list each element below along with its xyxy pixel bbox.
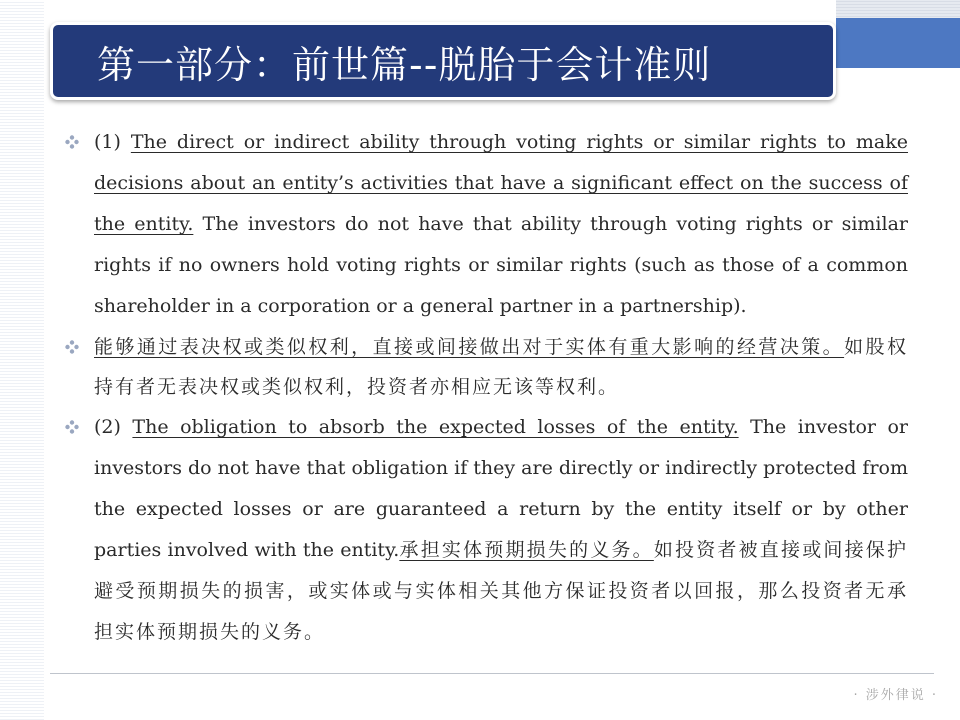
diamond-dots-icon <box>60 122 84 162</box>
footer-brand: · 涉外律说 · <box>853 688 938 703</box>
list-item <box>56 407 908 653</box>
item-paragraph-zh-1 <box>94 327 908 407</box>
list-item <box>56 122 908 327</box>
title-banner <box>50 22 836 100</box>
diamond-dots-icon <box>60 327 84 367</box>
item-explanation: The investors do not have that ability through voting rights or similar rights if no owners hold voting rights or similar rights (such as those of a common shareholder in a corporation or a general partner in a partnership). <box>94 213 908 317</box>
diamond-dots-icon <box>60 407 84 447</box>
blue-accent-strip <box>836 18 960 68</box>
item-explanation: 如股权持有者无表决权或类似权利，投资者亦相应无该等权利。 <box>94 336 908 398</box>
underlined-definition: 能够通过表决权或类似权利，直接或间接做出对于实体有重大影响的经营决策。 <box>94 336 845 358</box>
item-prefix: (2) <box>94 416 133 438</box>
item-explanation-zh: 如投资者被直接或间接保护避受预期损失的损害，或实体或与实体相关其他方保证投资者以回报，那么投资者无承担实体预期损失的义务。 <box>94 539 908 643</box>
list-item <box>56 327 908 407</box>
underlined-definition: The obligation to absorb the expected losses of the entity. <box>132 416 739 438</box>
underlined-definition-zh: 承担实体预期损失的义务。 <box>399 539 654 561</box>
underlined-definition: The direct or indirect ability through voting rights or similar rights to make decisions about an entity’s activities that have a significant effect on the success of the entity. <box>94 131 909 235</box>
item-explanation: The investor or investors do not have that obligation if they are directly or indirectly protected from the expected losses or are guaranteed a return by the entity itself or by other parties involved with the entity. <box>94 416 909 561</box>
item-prefix: (1) <box>94 131 131 153</box>
footer-divider <box>50 673 934 674</box>
item-paragraph-en-2 <box>94 407 908 653</box>
page-title: 第一部分：前世篇--脱胎于会计准则 <box>97 42 712 87</box>
left-decorative-band <box>0 0 44 720</box>
item-paragraph-en-1 <box>94 122 908 327</box>
slide-content <box>56 122 908 653</box>
